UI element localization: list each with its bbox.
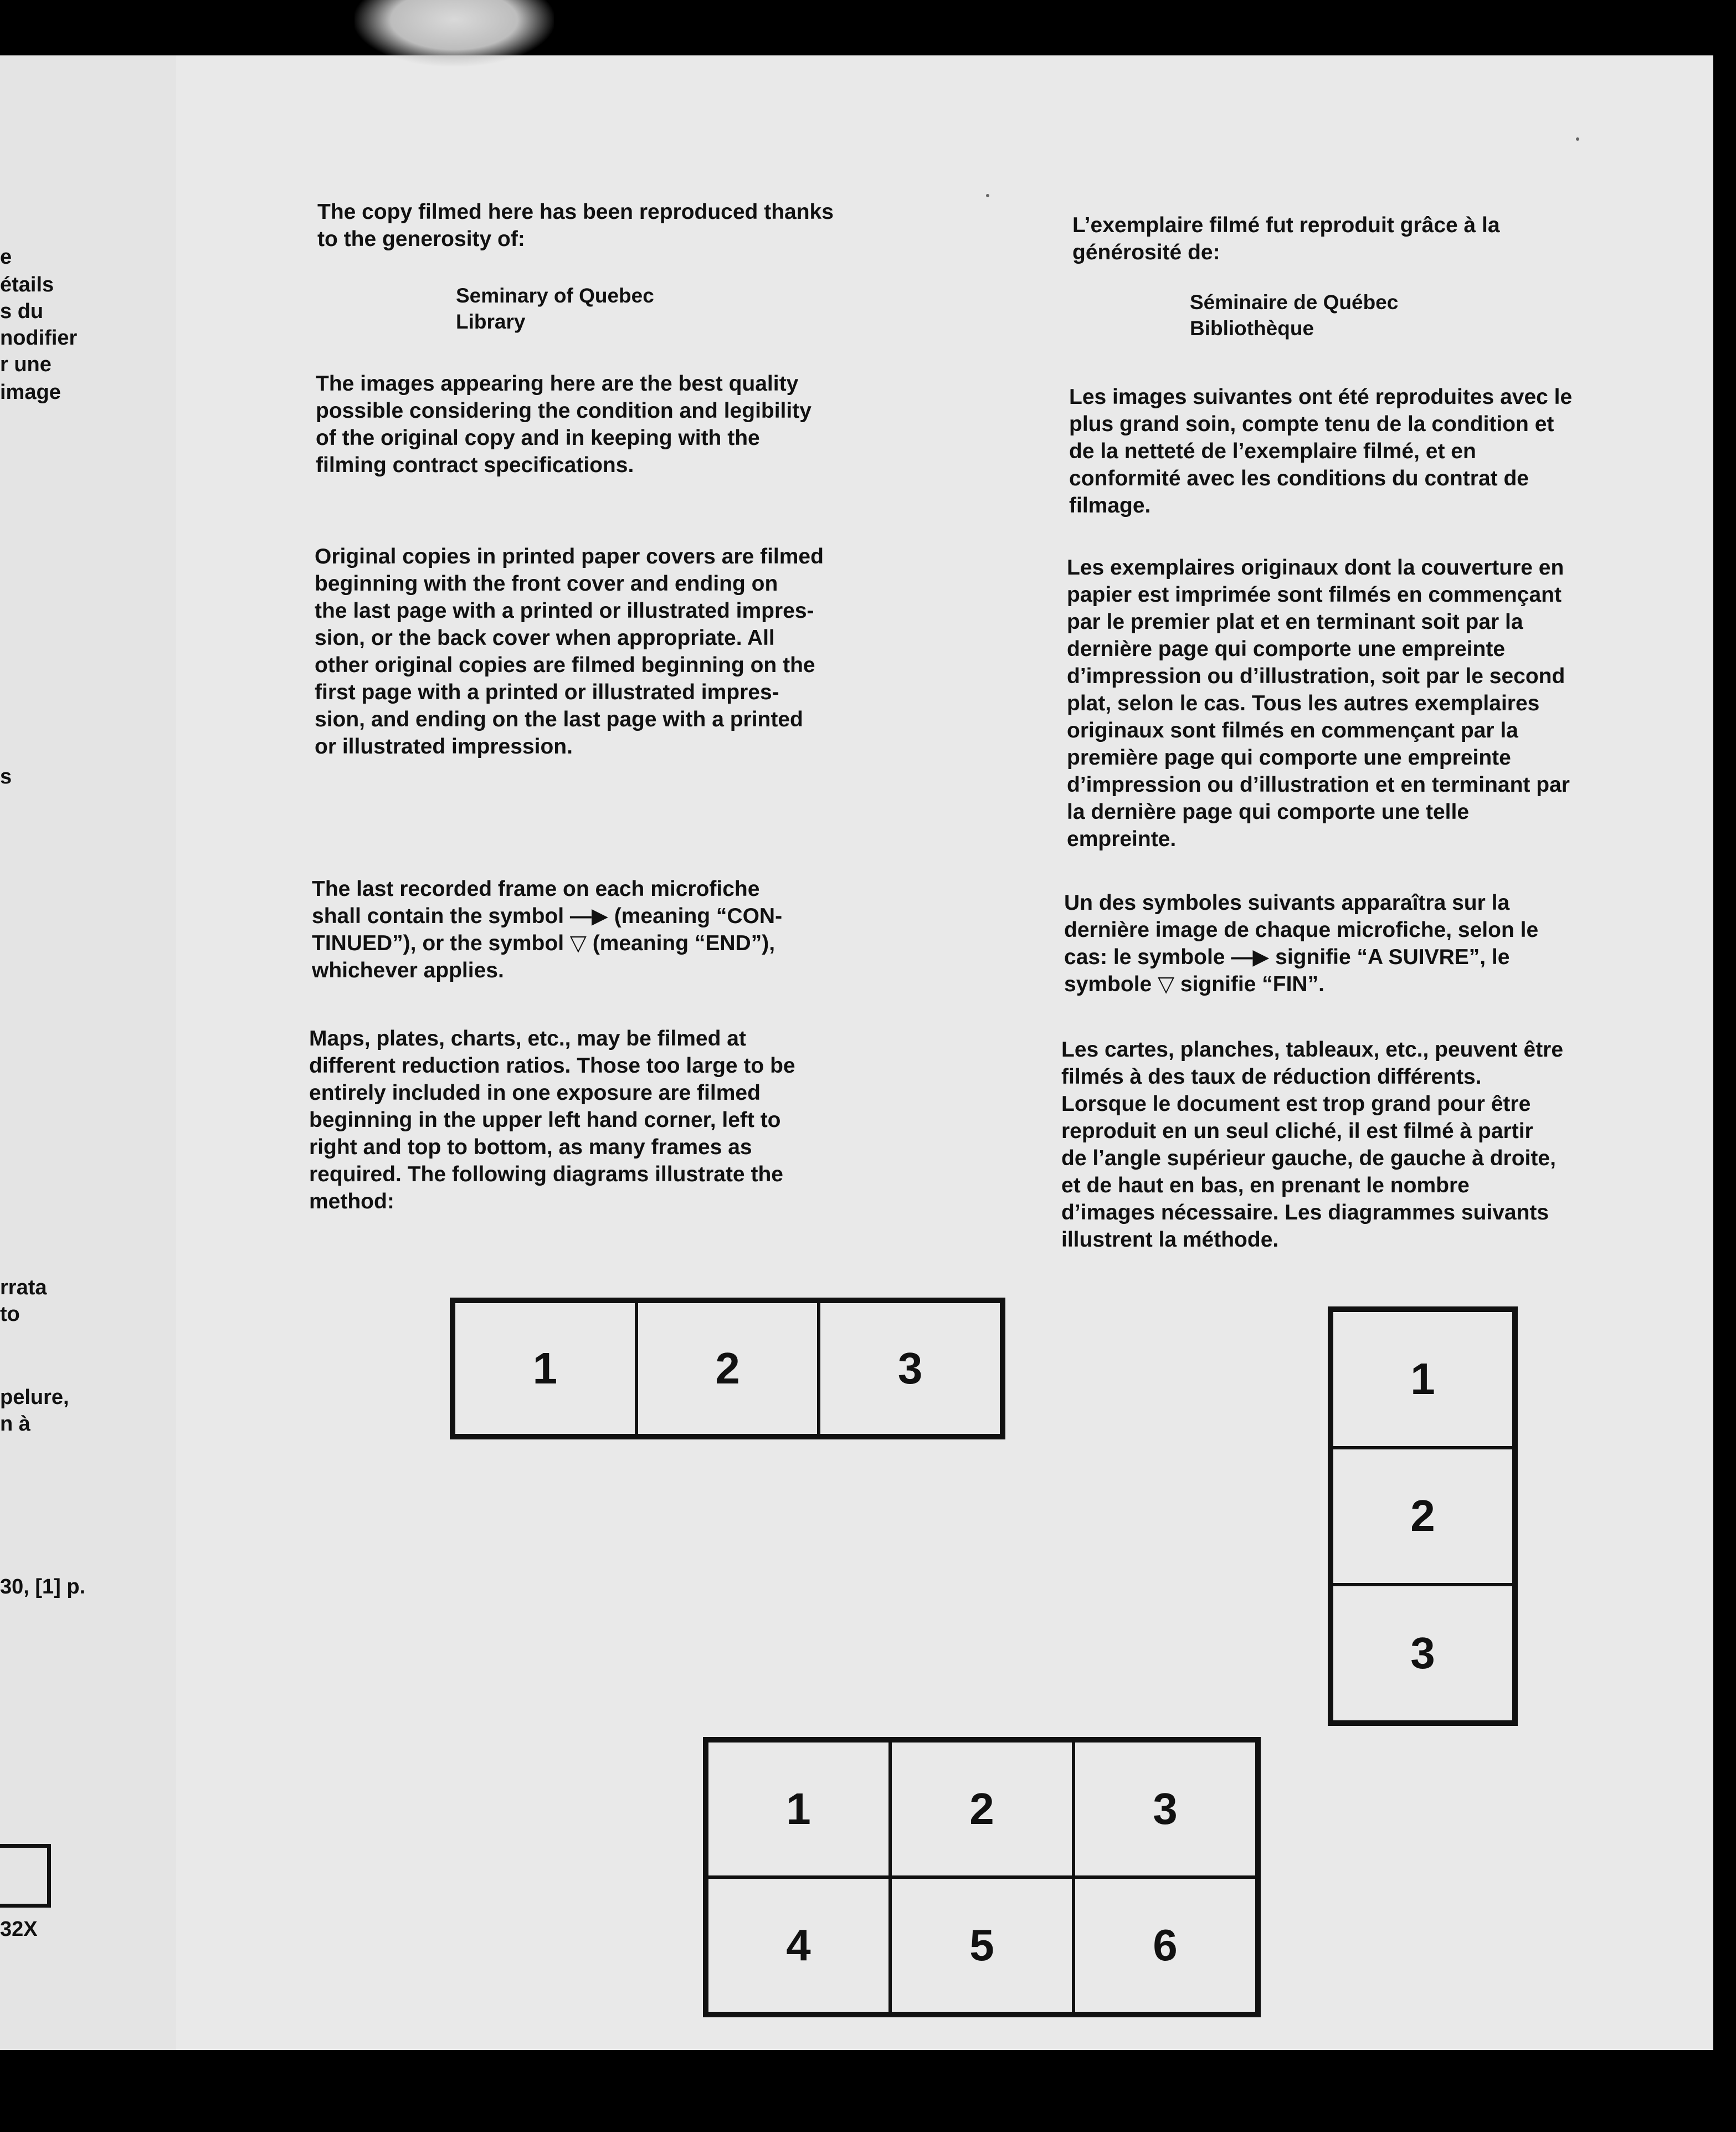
english-institution: Seminary of Quebec Library <box>456 284 654 333</box>
dust-speck <box>986 194 989 197</box>
english-quality: The images appearing here are the best quality possible considering the condition and legibility of the original copy and in keeping with the filming contract specifications. <box>316 372 811 477</box>
frame-cell: 3 <box>819 1301 1001 1436</box>
filming-notice-page <box>176 55 1713 2050</box>
frame-cell: 6 <box>1074 1877 1257 2013</box>
fragment-text: 32X <box>0 1918 38 1941</box>
french-originals: Les exemplaires originaux dont la couverture en papier est imprimée sont filmés en commençant par le premier plat et en terminant soit par la dernière page qui comporte une empreinte d’impression ou d’illustration, soit par le second plat, selon le cas. Tous les autres exemplaires originaux sont filmés en commençant par la première page qui comporte une empreinte d’impression ou d’illustration et en terminant par la dernière page qui comporte une telle empreinte. <box>1067 556 1570 851</box>
paper-tear <box>355 0 554 66</box>
diagram-vertical-frames <box>1328 1306 1518 1726</box>
fragment-text: s du <box>0 300 44 323</box>
previous-page-strip <box>0 55 182 2050</box>
frame-cell: 2 <box>1332 1448 1514 1585</box>
dust-speck <box>1576 137 1579 141</box>
fragment-text: nodifier <box>0 326 78 350</box>
diagram-horizontal-frames <box>450 1298 1005 1439</box>
french-maps: Les cartes, planches, tableaux, etc., peuvent être filmés à des taux de réduction différents. Lorsque le document est trop grand pour être reproduit en un seul cliché, il est filmé à partir de l’angle supérieur gauche, de gauche à droite, et de haut en bas, en prenant le nombre d’images nécessaire. Les diagrammes suivants illustrent la méthode. <box>1061 1038 1564 1252</box>
frame-cell: 3 <box>1074 1741 1257 1877</box>
fragment-text: s <box>0 765 12 788</box>
fragment-text: r une <box>0 353 52 376</box>
fragment-text: n à <box>0 1412 30 1436</box>
frame-cell: 1 <box>1332 1310 1514 1448</box>
french-generosity: L’exemplaire filmé fut reproduit grâce à la générosité de: <box>1072 213 1500 264</box>
fragment-text: 30, [1] p. <box>0 1575 86 1598</box>
english-generosity: The copy filmed here has been reproduced thanks to the generosity of: <box>317 200 834 251</box>
frame-cell: 1 <box>707 1741 890 1877</box>
frame-cell: 2 <box>636 1301 819 1436</box>
frame-cell: 4 <box>707 1877 890 2013</box>
frame-cell: 5 <box>890 1877 1074 2013</box>
frame-cell: 2 <box>890 1741 1074 1877</box>
french-symbols: Un des symboles suivants apparaîtra sur la dernière image de chaque microfiche, selon le cas: le symbole —▶ signifie “A SUIVRE”, le symbole ▽ signifie “FIN”. <box>1064 891 1539 996</box>
frame-cell: 1 <box>454 1301 636 1436</box>
fragment-text: pelure, <box>0 1386 69 1409</box>
fragment-text: to <box>0 1303 20 1326</box>
english-symbols: The last recorded frame on each microfiche shall contain the symbol —▶ (meaning “CON- TINUED”), or the symbol ▽ (meaning “END”), whichever applies. <box>312 877 783 982</box>
frame-cell: 3 <box>1332 1585 1514 1722</box>
fragment-text: étails <box>0 273 54 296</box>
english-originals: Original copies in printed paper covers are filmed beginning with the front cover and ending on the last page with a printed or illustrated impres- sion, or the back cover when appropriate. All other original copies are filmed beginning on the first page with a printed or illustrated impres- sion, and ending on the last page with a printed or illustrated impression. <box>315 545 824 758</box>
french-institution: Séminaire de Québec Bibliothèque <box>1190 291 1399 340</box>
fragment-text: e <box>0 245 12 269</box>
reduction-box <box>0 1844 51 1908</box>
french-quality: Les images suivantes ont été reproduites avec le plus grand soin, compte tenu de la condition et de la netteté de l’exemplaire filmé, et en conformité avec les conditions du contrat de filmage. <box>1069 385 1573 517</box>
fragment-text: rrata <box>0 1276 47 1299</box>
fragment-text: image <box>0 381 61 404</box>
diagram-grid-frames <box>703 1737 1261 2017</box>
english-maps: Maps, plates, charts, etc., may be filmed at different reduction ratios. Those too large to be entirely included in one exposure are filmed beginning in the upper left hand corner, left to right and top to bottom, as many frames as required. The following diagrams illustrate the method: <box>309 1027 795 1213</box>
